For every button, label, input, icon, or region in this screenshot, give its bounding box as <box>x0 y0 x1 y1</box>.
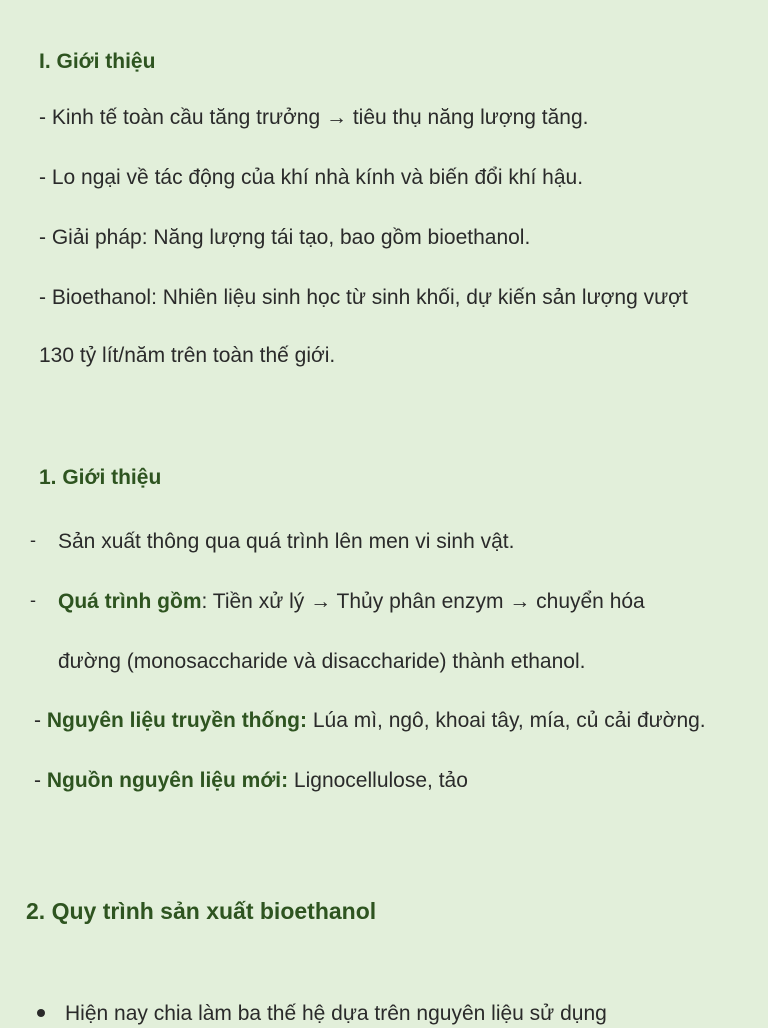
paragraph-line: - Kinh tế toàn cầu tăng trưởng → tiêu thụ năng lượng tăng. <box>39 106 589 129</box>
list-item-text: : Tiền xử lý → Thủy phân enzym → chuyển hóa <box>201 590 645 613</box>
list-item: Sản xuất thông qua quá trình lên men vi sinh vật. <box>58 530 515 553</box>
list-dash-marker: - <box>30 590 36 610</box>
section-heading: I. Giới thiệu <box>39 50 156 73</box>
list-item-continuation: đường (monosaccharide và disaccharide) thành ethanol. <box>58 650 586 673</box>
section-heading: 2. Quy trình sản xuất bioethanol <box>26 898 377 924</box>
bullet-item: Hiện nay chia làm ba thế hệ dựa trên nguyên liệu sử dụng <box>65 1002 607 1025</box>
paragraph-line: - Giải pháp: Năng lượng tái tạo, bao gồm bioethanol. <box>39 226 531 249</box>
subsection-heading: 1. Giới thiệu <box>39 466 162 489</box>
bold-term: Nguồn nguyên liệu mới: <box>46 769 289 792</box>
list-item <box>34 767 468 795</box>
list-item <box>58 588 645 616</box>
list-item <box>34 707 706 735</box>
bold-term: Quá trình gồm <box>58 590 202 613</box>
list-item-text: Lignocellulose, tảo <box>288 769 468 792</box>
list-item-text: Lúa mì, ngô, khoai tây, mía, củ cải đường. <box>307 709 706 732</box>
bullet-dot-icon <box>37 1009 45 1017</box>
list-dash-marker: - <box>30 530 36 550</box>
paragraph-line: - Bioethanol: Nhiên liệu sinh học từ sinh khối, dự kiến sản lượng vượt <box>39 286 688 309</box>
paragraph-line: - Lo ngại về tác động của khí nhà kính và biến đổi khí hậu. <box>39 166 584 189</box>
paragraph-line: 130 tỷ lít/năm trên toàn thế giới. <box>39 344 336 367</box>
dash-prefix: - <box>34 769 47 792</box>
bold-term: Nguyên liệu truyền thống: <box>46 709 307 732</box>
dash-prefix: - <box>34 709 47 732</box>
